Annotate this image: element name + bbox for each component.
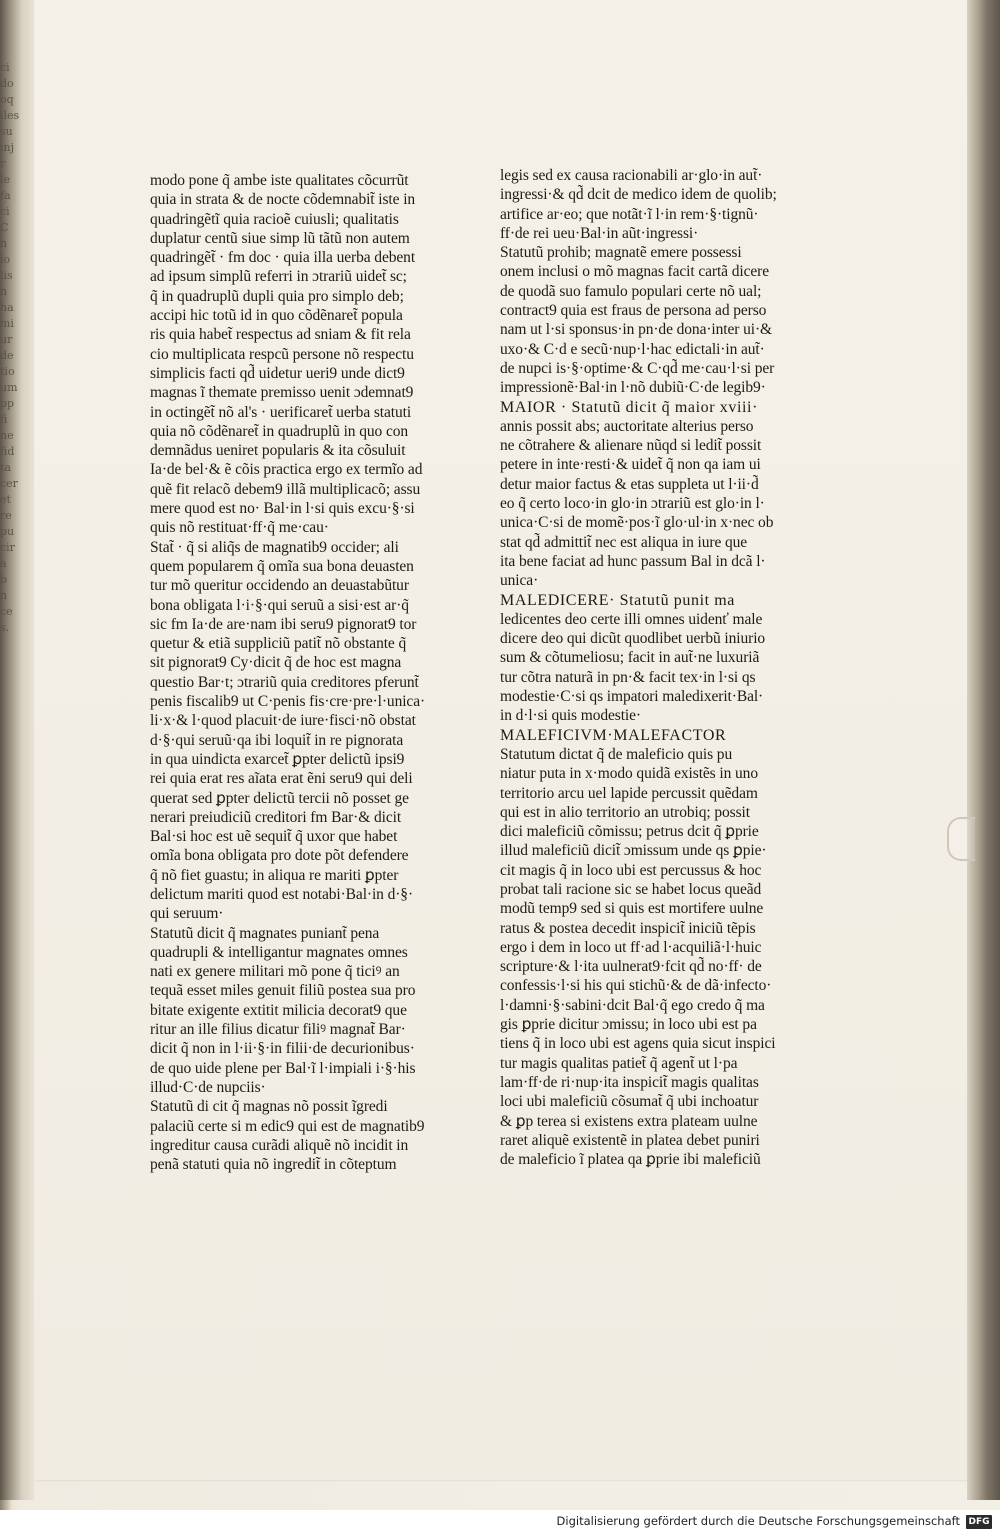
margin-fragment: ne bbox=[0, 429, 14, 442]
text-line: d·§·qui seruũ·qa ibi loquit̃ in re pignorata bbox=[150, 731, 404, 749]
text-line: omĩa bona obligata pro dote põt defendere bbox=[150, 847, 409, 865]
text-line: ris quia habet̃ respectus ad sniam & fit rela bbox=[150, 326, 411, 344]
text-line: tur mõ queritur occidendo an deuastabũtur bbox=[150, 577, 409, 595]
text-line: territorio arcu uel lapide percussit quẽdam bbox=[500, 784, 758, 802]
text-line: confessis·l·si his qui stichũ·& de dã·infecto· bbox=[500, 977, 772, 995]
text-line: questio Bar·t; ɔtrariũ quia creditores pferunt̃ bbox=[150, 673, 419, 691]
text-line: annis possit abs; auctoritate alterius perso bbox=[500, 417, 754, 435]
text-line: ingreditur causa curãdi aliquẽ nõ incidit in bbox=[150, 1136, 409, 1154]
text-line: detur maior factus & etas suppleta ut l·ii·d̃ bbox=[500, 475, 759, 493]
text-line: in octingẽt̃ nõ al's · uerificaret̃ uerba statuti bbox=[150, 403, 412, 421]
margin-fragment: a bbox=[0, 557, 7, 570]
text-line: accipi hic totũ id in quo cõdẽnaret̃ popula bbox=[150, 307, 403, 325]
margin-fragment: ci bbox=[0, 205, 10, 218]
text-line: unica· bbox=[500, 572, 539, 590]
text-line: rei quia erat res aĩata erat ẽni seru9 qui deli bbox=[150, 770, 413, 788]
text-line: Statutum dictat q̃ de maleficio quis pu bbox=[500, 745, 733, 763]
margin-fragment: oq bbox=[0, 93, 14, 106]
text-line: unica·C·si de momẽ·pos·ĩ glo·ul·in x·nec ob bbox=[500, 514, 774, 532]
margin-fragment: et bbox=[0, 493, 11, 506]
text-line: stat qd̃ admittit̃ nec est aliqua in iure que bbox=[500, 533, 748, 551]
margin-fragment: cir bbox=[0, 541, 15, 554]
margin-fragment: pu bbox=[0, 525, 15, 538]
text-line: quem popularem q̃ omĩa sua bona deuasten bbox=[150, 557, 414, 575]
text-line: sum & cõtumeliosu; facit in aut̃·ne luxuriã bbox=[500, 649, 760, 667]
section-heading-line: MALEDICERE· Statutũ punit ma bbox=[500, 591, 736, 609]
text-line: legis sed ex causa racionabili ar·glo·in aut̃· bbox=[500, 167, 763, 184]
margin-fragment: ur bbox=[0, 333, 13, 346]
text-line: tur magis qualitas patiet̃ q̃ agent̃ ut l·pa bbox=[500, 1054, 738, 1072]
margin-fragment: le bbox=[0, 173, 11, 186]
text-line: de maleficio ĩ platea qa ꝑprie ibi maleficiũ bbox=[500, 1151, 761, 1169]
margin-fragment: iles bbox=[0, 109, 20, 122]
text-line: Ia·de bel·& ẽ cõis practica ergo ex termĩo ad bbox=[150, 461, 423, 479]
margin-fragment: um bbox=[0, 381, 18, 394]
text-line: modũ temp9 sed si quis est mortifere uulne bbox=[500, 900, 764, 918]
text-line: ita bene faciat ad hunc passum Bal in dcã l· bbox=[500, 552, 766, 570]
text-line: quadringẽt̃ · fm doc · quia illa uerba debent bbox=[150, 249, 416, 267]
text-line: dicere deo qui dicũt quodlibet uerbũ iniurio bbox=[500, 630, 766, 648]
dfg-logo: DFG bbox=[966, 1515, 992, 1529]
text-line: de quodã suo famulo populari certe nõ ual; bbox=[500, 282, 762, 300]
text-line: sit pignorat9 Cy·dicit q̃ de hoc est magna bbox=[150, 654, 402, 672]
text-line: tur cõtra naturã in pn·& facit tex·in l·si qs bbox=[500, 668, 756, 686]
text-line: magnas ĩ themate premisso uenit ɔdemnat9 bbox=[150, 384, 414, 402]
text-line: ne cõtrahere & alienare nũqd si ledit̃ possit bbox=[500, 437, 762, 455]
text-line: impressionẽ·Bal·in l·nõ dubiũ·C·de legib9· bbox=[500, 379, 766, 397]
text-line: petere in inte·resti·& uidet̃ q̃ non qa iam ui bbox=[500, 456, 761, 474]
text-line: modestie·C·si qs impatori maledixerit·Bal· bbox=[500, 688, 764, 706]
margin-fragment: do bbox=[0, 77, 14, 90]
text-line: dicit q̃ non in l·ii·§·in filii·de decurionibus· bbox=[150, 1040, 415, 1058]
text-line: ritur an ille filius dicatur filiꝰ magnat̃ Bar· bbox=[150, 1021, 406, 1039]
text-line: quadringẽtĩ quia racioẽ cuiusli; qualitatis bbox=[150, 210, 399, 228]
text-line: in d·l·si quis modestie· bbox=[500, 707, 641, 725]
text-line: Bal·si hoc est uẽ sequit̃ q̃ uxor que habet bbox=[150, 828, 398, 846]
margin-fragment: C bbox=[0, 221, 9, 234]
text-line: q̃ in quadruplũ dupli quia pro simplo deb; bbox=[150, 287, 404, 305]
margin-fragment: n bbox=[0, 237, 8, 250]
margin-fragment: b bbox=[0, 573, 8, 586]
margin-fragment: re bbox=[0, 509, 12, 522]
text-line: q̃ nõ fiet guastu; in aliqua re mariti ꝑpter bbox=[150, 866, 399, 884]
text-line: contract9 quia est fraus de persona ad perso bbox=[500, 302, 767, 320]
text-line: quẽ fit relacõ debem9 illã multiplicacõ; assu bbox=[150, 480, 421, 498]
text-line: artifice ar·eo; que notãt·ĩ l·in rem·§·tignũ· bbox=[500, 205, 759, 223]
text-line: querat sed ꝑpter delictũ tercii nõ posset ge bbox=[150, 789, 409, 807]
text-line: bona obligata l·i·§·qui seruũ a sisi·est ar·q̃ bbox=[150, 596, 409, 614]
margin-fragment: cer bbox=[0, 477, 18, 490]
text-line: & ꝑp terea si existens extra plateam uulne bbox=[500, 1112, 758, 1130]
margin-fragment: n bbox=[0, 285, 8, 298]
text-line: ad ipsum simplũ referri in ɔtrariũ uidet̃ sc; bbox=[150, 268, 407, 286]
margin-fragment: fid bbox=[0, 445, 15, 458]
text-line: in qua uindicta exarcet̃ ꝑpter delictũ ipsi9 bbox=[150, 750, 405, 768]
text-line: dici maleficiũ cõmissu; petrus dcit q̃ ꝑprie bbox=[500, 823, 759, 841]
text-line: demnãdus ueniret popularis & ita cõsuluit bbox=[150, 442, 406, 460]
text-line: nerari preiudiciũ creditori fm Bar·& dicit bbox=[150, 808, 402, 826]
text-line: l·damni·§·sabini·dcit Bal·q̃ ego credo q̃ ma bbox=[500, 996, 765, 1014]
margin-fragment: n bbox=[0, 589, 8, 602]
text-line: raret aliquẽ existentẽ in platea debet puniri bbox=[500, 1131, 760, 1149]
footer-bar bbox=[0, 1510, 1000, 1535]
margin-fragment: fa bbox=[0, 189, 11, 202]
text-line: ff·de rei ueu·Bal·in aũt·ingressi· bbox=[500, 224, 699, 242]
margin-fragment: lis bbox=[0, 269, 13, 282]
margin-fragment: ci bbox=[0, 61, 10, 74]
text-line: modo pone q̃ ambe iste qualitates cõcurrũt bbox=[150, 172, 409, 189]
margin-fragment: tio bbox=[0, 365, 15, 378]
margin-fragment: s. bbox=[0, 621, 10, 634]
margin-fragment: fi bbox=[0, 413, 8, 426]
text-line: bitate exigente extitit milicia decorat9 que bbox=[150, 1001, 407, 1019]
text-line: lam·ff·de ri·nup·ita inspicit̃ magis qualitas bbox=[500, 1073, 759, 1091]
text-line: ratus & postea decedit inspicit̃ iniciũ tẽpis bbox=[500, 919, 756, 937]
text-line: loci ubi maleficiũ cõsumat̃ q̃ ubi inchoatur bbox=[500, 1093, 759, 1111]
text-line: ledicentes deo certe illi omnes uidenť male bbox=[500, 610, 763, 628]
text-line: Statutũ prohib; magnatẽ emere possessi bbox=[500, 244, 742, 262]
text-line: nam ut l·si sponsus·in pn·de dona·inter ui·& bbox=[500, 321, 772, 339]
text-line: illud maleficiũ dicit̃ ɔmissum unde qs ꝑpie· bbox=[500, 842, 767, 860]
funding-credit: Digitalisierung gefördert durch die Deutsche Forschungsgemeinschaft bbox=[556, 1514, 960, 1528]
text-column-left bbox=[150, 171, 440, 1174]
text-line: Statutũ dicit q̃ magnates puniant̃ pena bbox=[150, 924, 380, 942]
text-line: de nupci is·§·optime·& C·qd̃ me·cau·l·si per bbox=[500, 359, 775, 377]
margin-fragment: ha bbox=[0, 301, 14, 314]
text-line: quia in strata & de nocte cõdemnabit̃ iste in bbox=[150, 191, 416, 209]
margin-fragment: inj bbox=[0, 141, 15, 154]
text-column-right bbox=[500, 166, 785, 1169]
text-line: qui est in alio territorio an utrobiq; possit bbox=[500, 803, 750, 821]
clip-mark bbox=[947, 817, 975, 861]
text-line: tequã esset miles genuit filiũ postea sua pro bbox=[150, 982, 416, 1000]
text-line: simplicis facti qd̃ uidetur ueri9 unde dict9 bbox=[150, 364, 405, 382]
text-line: qui seruum· bbox=[150, 905, 224, 923]
text-line: uxo·& C·d e secũ·nup·l·hac edictali·in aut̃· bbox=[500, 340, 765, 358]
text-line: eo q̃ certo loco·in glo·in ɔtrariũ est glo·in l· bbox=[500, 495, 765, 513]
text-line: sic fm Ia·de are·nam ibi seru9 pignorat9 tor bbox=[150, 615, 417, 633]
text-line: cio multiplicata respcũ persone nõ respectu bbox=[150, 345, 414, 363]
page-stack-edge bbox=[967, 0, 1000, 1500]
margin-fragment: lo bbox=[0, 253, 11, 266]
margin-fragment: su bbox=[0, 125, 13, 138]
margin-fragment: ce bbox=[0, 605, 13, 618]
text-line: scripture·& l·ita uulnerat9·fcit qd̃ no·ff· de bbox=[500, 958, 762, 976]
text-line: quadrupli & intelligantur magnates omnes bbox=[150, 943, 408, 961]
text-line: palaciũ certe si m edic9 qui est de magnatib9 bbox=[150, 1117, 425, 1135]
section-heading-line: MAIOR · Statutũ dicit q̃ maior xviii· bbox=[500, 398, 759, 416]
margin-fragment: de bbox=[0, 349, 14, 362]
text-line: de quo uide plene per Bal·ĩ l·impiali i·§·his bbox=[150, 1059, 416, 1077]
text-line: duplatur centũ siue simp lũ tãtũ non autem bbox=[150, 229, 410, 247]
text-line: tiens q̃ in loco ubi est agens quia sicut inspici bbox=[500, 1035, 776, 1053]
section-heading-line: MALEFICIVM·MALEFACTOR bbox=[500, 726, 727, 744]
text-line: quia nõ cõdẽnaret̃ in quadruplũ in quo con bbox=[150, 422, 409, 440]
text-line: niatur puta in x·modo quidã existẽs in uno bbox=[500, 765, 758, 783]
text-line: gis ꝑprie dicitur ɔmissu; in loco ubi est pa bbox=[500, 1016, 757, 1034]
text-line: illud·C·de nupciis· bbox=[150, 1078, 266, 1096]
text-line: ingressi·& qd̃ dcit de medico idem de quolib; bbox=[500, 186, 777, 204]
left-page-edge bbox=[0, 0, 34, 1500]
text-line: ergo i dem in loco ut ff·ad l·acquiliã·l·huic bbox=[500, 938, 762, 956]
margin-fragment: ta bbox=[0, 461, 11, 474]
text-line: nati ex genere militari mõ pone q̃ ticiꝰ an bbox=[150, 963, 400, 981]
text-line: penã statuti quia nõ ingredit̃ in cõteptum bbox=[150, 1156, 397, 1174]
text-line: quetur & etiã suppliciũ patit̃ nõ obstante q̃ bbox=[150, 635, 407, 653]
text-line: Stat̃ · q̃ si aliq̃s de magnatib9 occider; ali bbox=[150, 538, 399, 556]
margin-fragment: mi bbox=[0, 317, 14, 330]
text-line: li·x·& l·quod placuit·de iure·fisci·nõ obstat bbox=[150, 712, 416, 730]
text-line: cit magis q̃ in loco ubi est percussus & hoc bbox=[500, 861, 762, 879]
margin-fragment: r bbox=[0, 157, 6, 170]
text-line: delictum mariti quod est notabi·Bal·in d·§· bbox=[150, 885, 414, 903]
text-line: penis fiscalib9 ut C·penis fis·cre·pre·l·unica· bbox=[150, 693, 426, 711]
text-line: quis nõ restituat·ff·q̃ me·cau· bbox=[150, 519, 329, 537]
text-line: Statutũ di cit q̃ magnas nõ possit ĩgredi bbox=[150, 1098, 388, 1116]
text-line: mere quod est no· Bal·in l·si quis excu·§·si bbox=[150, 500, 415, 518]
text-line: onem inclusi o mõ magnas facit cartã dicere bbox=[500, 263, 769, 281]
text-line: probat tali racione sic se habet locus queãd bbox=[500, 880, 762, 898]
left-margin-fragments bbox=[0, 60, 30, 636]
margin-fragment: pp bbox=[0, 397, 15, 410]
